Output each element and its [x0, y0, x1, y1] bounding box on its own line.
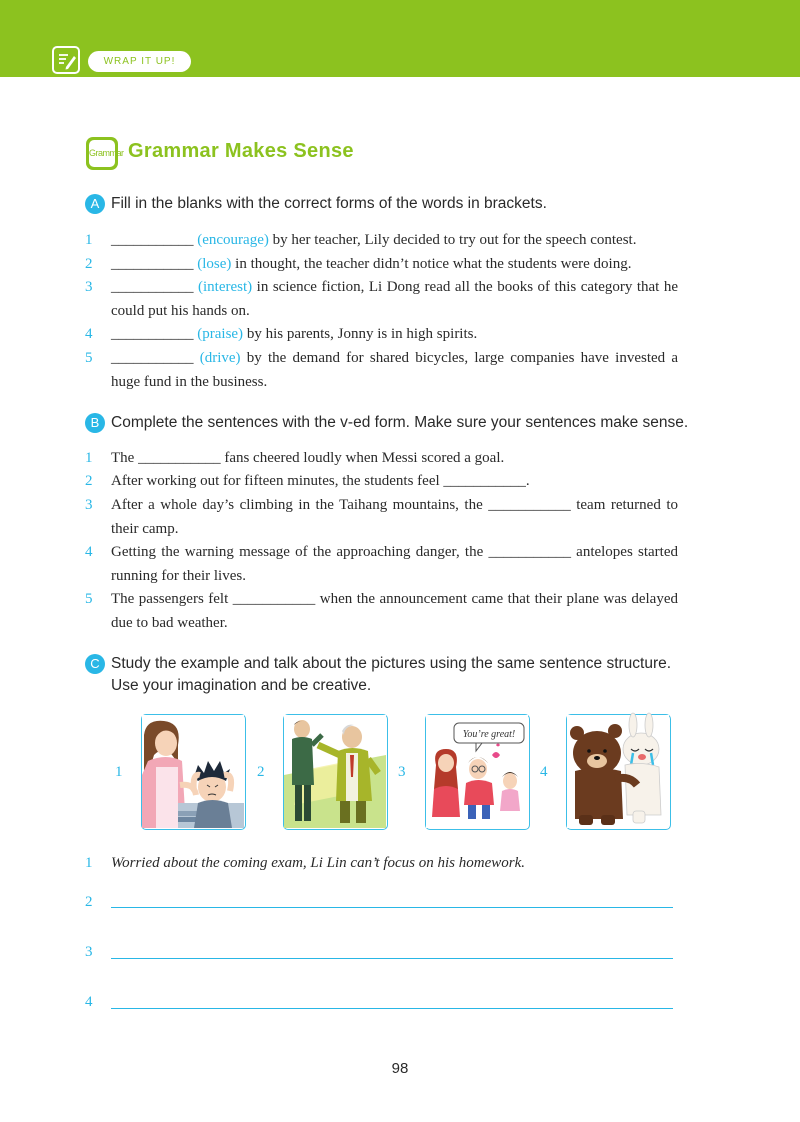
picture-3-you-re-great	[425, 714, 530, 830]
item-number: 4	[85, 326, 93, 342]
picture-number-4: 4	[540, 764, 548, 780]
blank: ___________	[111, 279, 194, 295]
sentence-text: After working out for fifteen minutes, the students feel ___________.	[111, 473, 530, 489]
item-number: 1	[85, 232, 93, 248]
section-title: Grammar Makes Sense	[128, 140, 354, 162]
part-b-item-3	[85, 494, 678, 541]
item-number: 5	[85, 591, 93, 607]
sentence-text: Getting the warning message of the approaching danger, the ___________ antelopes started running for their lives.	[111, 544, 678, 584]
sentence-text: by the demand for shared bicycles, large companies have invested a huge fund in the business.	[111, 350, 679, 390]
picture-2-man-pointing	[283, 714, 388, 830]
sentence-text: The passengers felt ___________ when the announcement came that their plane was delayed due to bad weather.	[111, 591, 678, 631]
part-b-instruction: Complete the sentences with the v-ed form. Make sure your sentences make sense.	[111, 414, 689, 431]
picture-4-bear-and-rabbit	[566, 714, 671, 830]
part-c-instruction-line1: Study the example and talk about the pictures using the same sentence structure.	[111, 655, 672, 672]
part-a-item-3	[85, 276, 678, 323]
blank: ___________	[111, 326, 194, 342]
answer-number-3: 3	[85, 944, 93, 960]
grammar-icon-label: Grammar	[89, 140, 115, 167]
part-b-badge: B	[85, 413, 105, 433]
item-number: 2	[85, 473, 93, 489]
blank: ___________	[111, 256, 194, 272]
item-number: 3	[85, 497, 93, 513]
word-cue: (interest)	[198, 279, 253, 295]
wrap-it-up-tag: WRAP IT UP!	[88, 51, 191, 72]
part-a-item-1	[85, 229, 678, 253]
example-answer: Worried about the coming exam, Li Lin can’t focus on his homework.	[111, 855, 526, 871]
part-b-item-4	[85, 541, 678, 588]
picture-number-2: 2	[257, 764, 265, 780]
sentence-text: After a whole day’s climbing in the Taihang mountains, the ___________ team returned to their camp.	[111, 497, 678, 537]
word-cue: (drive)	[199, 350, 241, 366]
word-cue: (praise)	[197, 326, 244, 342]
part-b-item-1	[85, 447, 678, 471]
grammar-icon	[86, 137, 124, 170]
answer-line-2[interactable]	[111, 907, 673, 908]
sentence-text: in science fiction, Li Dong read all the books of this category that he could put his hands on.	[111, 279, 679, 319]
part-c-badge: C	[85, 654, 105, 674]
item-number: 2	[85, 256, 93, 272]
part-a-item-4	[85, 323, 678, 347]
picture-number-1: 1	[115, 764, 123, 780]
item-number: 3	[85, 279, 93, 295]
blank: ___________	[111, 232, 194, 248]
blank: ___________	[111, 350, 194, 366]
item-number: 5	[85, 350, 93, 366]
sentence-text: by her teacher, Lily decided to try out for the speech contest.	[268, 232, 637, 248]
answer-number-4: 4	[85, 994, 93, 1010]
page-number: 98	[391, 1060, 409, 1077]
answer-number-2: 2	[85, 894, 93, 910]
sentence-text: in thought, the teacher didn’t notice what the students were doing.	[231, 256, 632, 272]
edit-note-icon	[52, 46, 80, 74]
part-b-item-5	[85, 588, 678, 635]
speech-bubble-text: You’re great!	[462, 729, 516, 740]
sentence-text: by his parents, Jonny is in high spirits.	[243, 326, 478, 342]
word-cue: (lose)	[197, 256, 232, 272]
answer-number-1: 1	[85, 855, 93, 871]
part-a-badge: A	[85, 194, 105, 214]
answer-line-4[interactable]	[111, 1008, 673, 1009]
picture-number-3: 3	[398, 764, 406, 780]
answer-line-3[interactable]	[111, 958, 673, 959]
part-a-instruction: Fill in the blanks with the correct forms of the words in brackets.	[111, 195, 547, 212]
picture-1-worried-student	[141, 714, 246, 830]
sentence-text: The ___________ fans cheered loudly when Messi scored a goal.	[111, 450, 505, 466]
part-b-item-2	[85, 470, 678, 494]
part-c-instruction-line2: Use your imagination and be creative.	[111, 677, 372, 694]
item-number: 4	[85, 544, 93, 560]
word-cue: (encourage)	[197, 232, 269, 248]
part-a-item-2	[85, 253, 678, 277]
part-a-item-5	[85, 347, 678, 394]
item-number: 1	[85, 450, 93, 466]
